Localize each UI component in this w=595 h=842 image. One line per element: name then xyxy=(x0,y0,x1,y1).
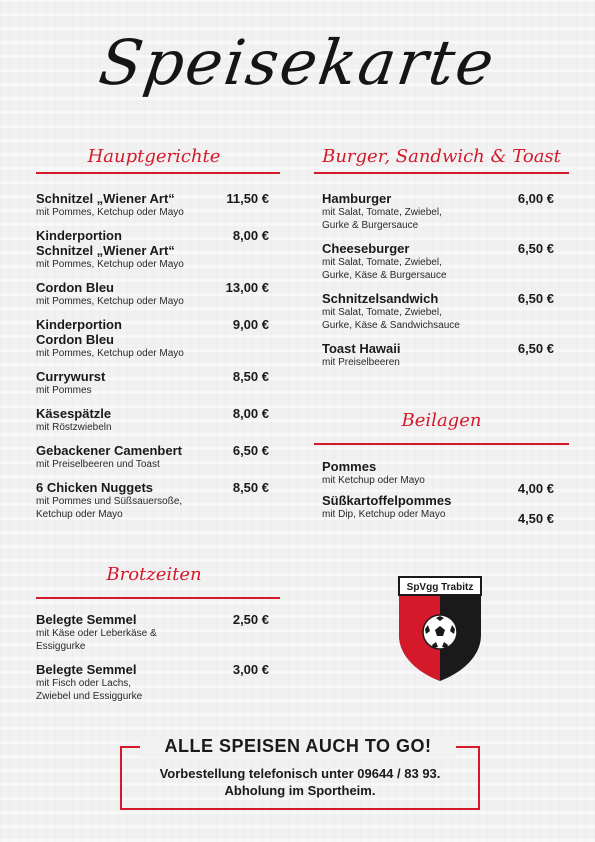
club-name: SpVgg Trabitz xyxy=(406,582,474,593)
hauptgerichte-list xyxy=(36,191,269,530)
menu-item-description: mit Pommes, Ketchup oder Mayo xyxy=(36,296,184,307)
menu-item-name: Belegte Semmel xyxy=(36,662,137,677)
menu-item-description: mit Dip, Ketchup oder Mayo xyxy=(322,509,446,520)
menu-item-price: 4,50 € xyxy=(517,511,554,526)
menu-item-description: mit Pommes und Süßsauersoße, Ketchup oder Mayo xyxy=(36,496,183,520)
club-badge xyxy=(397,575,483,683)
menu-item-description: mit Preiselbeeren xyxy=(322,357,400,368)
menu-item xyxy=(322,341,554,369)
menu-item-description: mit Pommes, Ketchup oder Mayo xyxy=(36,207,184,218)
menu-item-name: Kinderportion Cordon Bleu xyxy=(36,317,122,347)
section-heading-burger: Burger, Sandwich & Toast xyxy=(322,146,561,167)
menu-item-name: Currywurst xyxy=(36,369,106,384)
menu-item xyxy=(36,612,269,653)
section-heading-hauptgerichte: Hauptgerichte xyxy=(87,146,221,167)
menu-item-price: 2,50 € xyxy=(232,612,269,627)
menu-item-description: mit Ketchup oder Mayo xyxy=(322,475,425,486)
menu-item xyxy=(36,480,269,521)
menu-item-description: mit Pommes, Ketchup oder Mayo xyxy=(36,259,184,270)
menu-item-price: 8,50 € xyxy=(232,480,269,495)
menu-item-description: mit Käse oder Leberkäse & Essiggurke xyxy=(36,628,157,652)
menu-item-name: 6 Chicken Nuggets xyxy=(36,480,154,495)
menu-item xyxy=(36,280,269,308)
menu-item-name: Cordon Bleu xyxy=(36,280,114,295)
menu-item xyxy=(36,369,269,397)
menu-item-description: mit Pommes xyxy=(36,385,92,396)
menu-item-description: mit Fisch oder Lachs, Zwiebel und Essiggurke xyxy=(36,678,143,702)
menu-item-price: 8,00 € xyxy=(232,228,269,243)
menu-item xyxy=(36,317,269,360)
menu-item-name: Süßkartoffelpommes xyxy=(322,493,452,508)
menu-item-name: Kinderportion Schnitzel „Wiener Art“ xyxy=(36,228,175,258)
menu-item-price: 8,00 € xyxy=(232,406,269,421)
menu-item-name: Hamburger xyxy=(322,191,392,206)
divider xyxy=(314,443,569,445)
menu-item xyxy=(322,191,554,232)
menu-item xyxy=(322,493,554,526)
beilagen-list xyxy=(322,459,554,527)
divider xyxy=(314,172,569,174)
menu-item-description: mit Preiselbeeren und Toast xyxy=(36,459,160,470)
menu-item-price: 13,00 € xyxy=(225,280,269,295)
menu-item xyxy=(36,191,269,219)
menu-item-price: 6,00 € xyxy=(517,191,554,206)
brotzeiten-list xyxy=(36,612,269,712)
menu-item-description: mit Röstzwiebeln xyxy=(36,422,112,433)
menu-item-price: 8,50 € xyxy=(232,369,269,384)
menu-item-name: Belegte Semmel xyxy=(36,612,137,627)
menu-item-price: 6,50 € xyxy=(517,341,554,356)
menu-item-name: Toast Hawaii xyxy=(322,341,401,356)
menu-item xyxy=(322,291,554,332)
divider xyxy=(36,597,280,599)
menu-item-price: 4,00 € xyxy=(517,481,554,496)
menu-item xyxy=(322,459,554,496)
menu-item-price: 11,50 € xyxy=(226,191,269,206)
menu-item-description: mit Salat, Tomate, Zwiebel, Gurke & Burgersauce xyxy=(322,207,442,231)
menu-item-name: Gebackener Camenbert xyxy=(36,443,182,458)
menu-item-name: Pommes xyxy=(322,459,377,474)
menu-item-name: Käsespätzle xyxy=(36,406,112,421)
menu-item-name: Cheeseburger xyxy=(322,241,410,256)
menu-item-price: 9,00 € xyxy=(232,317,269,332)
togo-headline: ALLE SPEISEN AUCH TO GO! xyxy=(140,736,456,757)
menu-item-name: Schnitzel „Wiener Art“ xyxy=(36,191,175,206)
menu-item xyxy=(36,662,269,703)
menu-item-description: mit Pommes, Ketchup oder Mayo xyxy=(36,348,184,359)
menu-item xyxy=(36,406,269,434)
menu-item-price: 3,00 € xyxy=(232,662,269,677)
menu-item-price: 6,50 € xyxy=(232,443,269,458)
menu-item xyxy=(36,228,269,271)
section-heading-brotzeiten: Brotzeiten xyxy=(106,564,202,585)
menu-item-name: Schnitzelsandwich xyxy=(322,291,439,306)
menu-item-description: mit Salat, Tomate, Zwiebel, Gurke, Käse & Burgersauce xyxy=(322,257,447,281)
football-icon xyxy=(423,615,457,649)
burger-list xyxy=(322,191,554,378)
togo-phone-line: Vorbestellung telefonisch unter 09644 / 83 93. xyxy=(159,766,441,781)
menu-item-description: mit Salat, Tomate, Zwiebel, Gurke, Käse & Sandwichsauce xyxy=(322,307,460,331)
page-title: Speisekarte xyxy=(94,26,501,99)
section-heading-beilagen: Beilagen xyxy=(401,410,482,431)
divider xyxy=(36,172,280,174)
menu-item xyxy=(36,443,269,471)
menu-item-price: 6,50 € xyxy=(517,241,554,256)
menu-item-price: 6,50 € xyxy=(517,291,554,306)
menu-item xyxy=(322,241,554,282)
togo-pickup-line: Abholung im Sportheim. xyxy=(224,783,376,798)
